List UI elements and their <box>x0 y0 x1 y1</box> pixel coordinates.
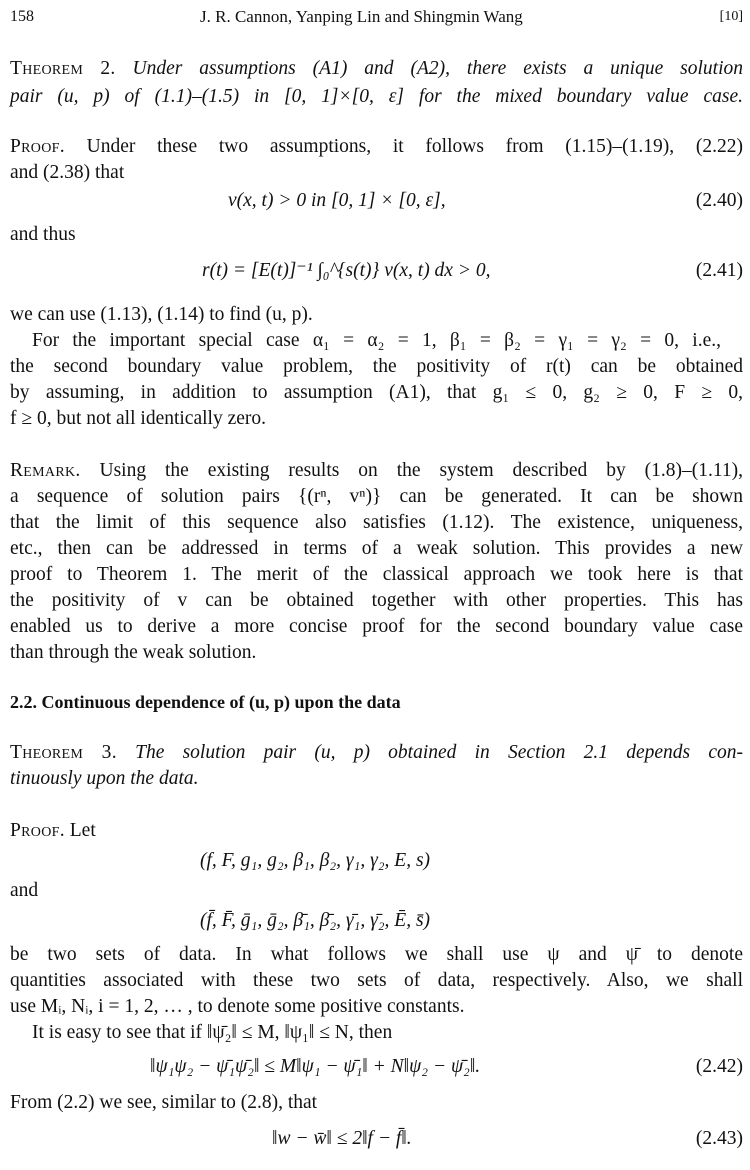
remark-line-1: Remark. Using the existing results on the system described by (1.8)–(1.11), <box>10 460 744 481</box>
section-ref: [10] <box>719 9 743 24</box>
theorem-3-label: Theorem 3. <box>10 742 117 763</box>
equation-2-43: ‖w − w̄‖ ≤ 2‖f − f̄‖. <box>272 1128 412 1149</box>
section-heading-2-2: 2.2. Continuous dependence of (u, p) upon the data <box>10 692 401 712</box>
remark-line-4: etc., then can be addressed in terms of a weak solution. This provides a new <box>10 538 743 559</box>
remark-line-7: enabled us to derive a more concise proof for the second boundary value case <box>10 616 743 637</box>
proof-1-para-2-line-1: For the important special case α₁ = α₂ = 1, β₁ = β₂ = γ₁ = γ₂ = 0, i.e., <box>32 330 721 351</box>
proof-2-line-4: use Mᵢ, Nᵢ, i = 1, 2, … , to denote some positive constants. <box>10 996 465 1017</box>
equation-number-2-40: (2.40) <box>695 190 743 211</box>
remark-line-8: than through the weak solution. <box>10 642 257 663</box>
proof-2-line-1: Proof. Let <box>10 820 96 841</box>
authors: J. R. Cannon, Yanping Lin and Shingmin Wang <box>200 7 523 26</box>
proof-2-label: Proof. <box>10 820 65 841</box>
remark-line-2: a sequence of solution pairs {(rⁿ, vⁿ)} can be generated. It can be shown <box>10 486 743 507</box>
proof-1-line-2: and (2.38) that <box>10 162 125 183</box>
data-set-1: (f, F, g₁, g₂, β₁, β₂, γ₁, γ₂, E, s) <box>200 850 431 871</box>
proof-1-para-2-line-4: f ≥ 0, but not all identically zero. <box>10 408 267 429</box>
theorem-3-line-1: Theorem 3. The solution pair (u, p) obtained in Section 2.1 depends con- <box>10 742 744 763</box>
proof-2-line-5: It is easy to see that if ‖ψ̄₂‖ ≤ M, ‖ψ₁‖ ≤ N, then <box>32 1022 393 1043</box>
proof-1-and-thus: and thus <box>10 224 76 245</box>
theorem-2-line-1: Theorem 2. Under assumptions (A1) and (A2), there exists a unique solution <box>10 58 744 79</box>
page-number: 158 <box>10 8 34 25</box>
equation-2-40: v(x, t) > 0 in [0, 1] × [0, ε], <box>228 190 446 211</box>
proof-2-line-6: From (2.2) we see, similar to (2.8), that <box>10 1092 318 1113</box>
equation-number-2-42: (2.42) <box>695 1056 743 1077</box>
theorem-2-line-2: pair (u, p) of (1.1)–(1.5) in [0, 1]×[0, ε] for the mixed boundary value case. <box>10 86 743 107</box>
proof-2-and: and <box>10 880 39 901</box>
equation-2-41: r(t) = [E(t)]⁻¹ ∫₀^{s(t)} v(x, t) dx > 0, <box>202 260 491 281</box>
proof-1-para-2-line-3: by assuming, in addition to assumption (A1), that g₁ ≤ 0, g₂ ≥ 0, F ≥ 0, <box>10 382 743 403</box>
equation-number-2-41: (2.41) <box>695 260 743 281</box>
theorem-2-label: Theorem 2. <box>10 58 116 79</box>
remark-line-6: the positivity of v can be obtained together with other properties. This has <box>10 590 743 611</box>
data-set-2: (f̄, F̄, ḡ₁, ḡ₂, β̄₁, β̄₂, γ̄₁, γ̄₂, Ē, s̄) <box>200 910 431 931</box>
remark-line-3: that the limit of this sequence also satisfies (1.12). The existence, uniqueness, <box>10 512 743 533</box>
theorem-3-line-2: tinuously upon the data. <box>10 768 199 789</box>
proof-1-para-2-line-2: the second boundary value problem, the positivity of r(t) can be obtained <box>10 356 743 377</box>
equation-2-42: ‖ψ₁ψ₂ − ψ̄₁ψ̄₂‖ ≤ M‖ψ₁ − ψ̄₁‖ + N‖ψ₂ − ψ̄₂‖. <box>150 1056 481 1077</box>
proof-2-line-2: be two sets of data. In what follows we shall use ψ and ψ̄ to denote <box>10 944 743 965</box>
remark-line-5: proof to Theorem 1. The merit of the classical approach we took here is that <box>10 564 743 585</box>
equation-number-2-43: (2.43) <box>695 1128 743 1149</box>
proof-2-line-3: quantities associated with these two sets of data, respectively. Also, we shall <box>10 970 743 991</box>
remark-label: Remark. <box>10 460 81 481</box>
proof-1-line-4: we can use (1.13), (1.14) to find (u, p). <box>10 304 313 325</box>
proof-label: Proof. <box>10 136 65 157</box>
proof-1-line-1: Proof. Under these two assumptions, it follows from (1.15)–(1.19), (2.22) <box>10 136 743 157</box>
